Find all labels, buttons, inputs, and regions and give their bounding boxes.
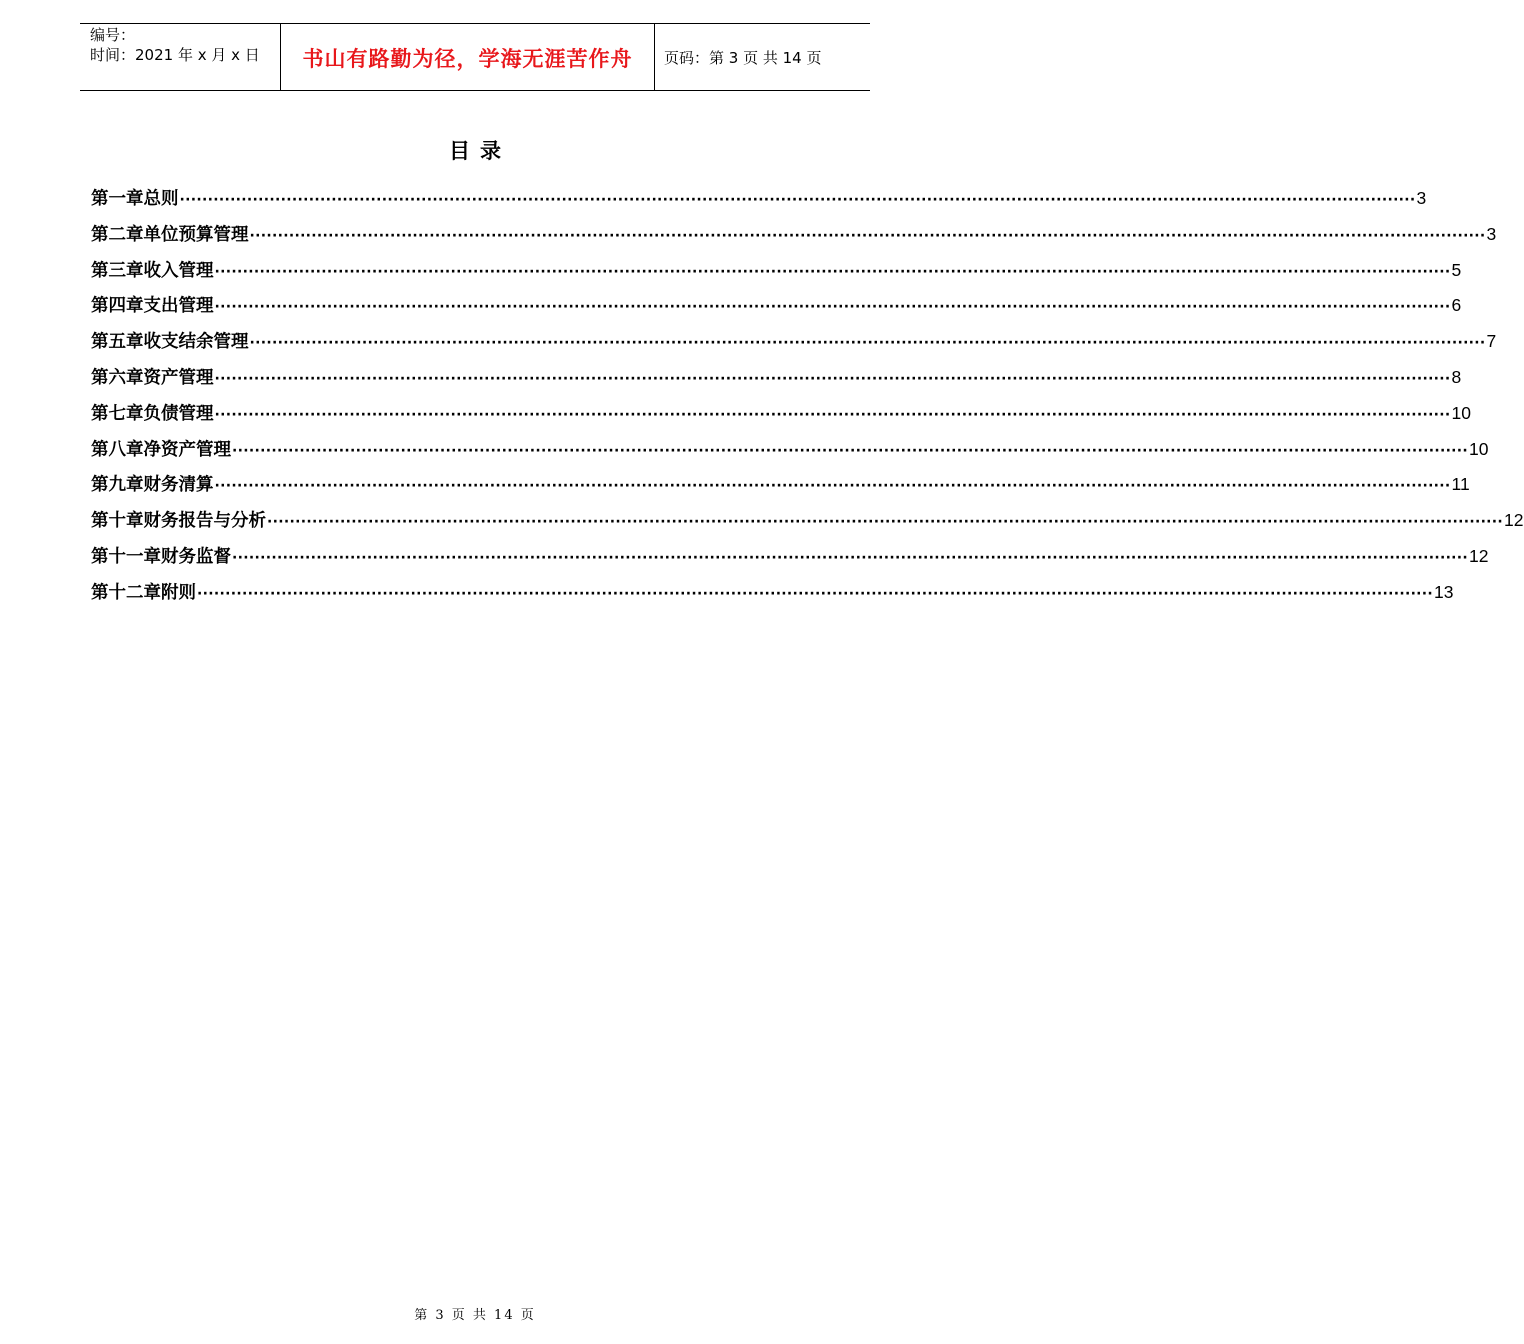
toc-chapter-number: 第十章 — [91, 511, 144, 532]
toc-entry[interactable] — [91, 579, 1454, 615]
toc-chapter-number: 第四章 — [91, 296, 144, 317]
toc-dot-leader: ···························································································································································································································· — [232, 442, 1469, 459]
toc-chapter-number: 第三章 — [91, 260, 144, 281]
header-page-number: 页码：第 3 页 共 14 页 — [664, 49, 822, 67]
toc-dot-leader: ···························································································································································································································· — [232, 549, 1469, 566]
toc-page-number: 13 — [1434, 581, 1454, 602]
motto-text: 书山有路勤为径，学海无涯苦作舟 — [302, 47, 633, 71]
toc-page-number: 8 — [1451, 366, 1462, 387]
toc-chapter-number: 第五章 — [91, 332, 144, 353]
toc-page-number: 5 — [1451, 259, 1462, 280]
toc-chapter-title: 负债管理 — [143, 403, 214, 424]
toc-chapter-number: 第七章 — [91, 403, 144, 424]
toc-chapter-title: 财务报告与分析 — [143, 511, 266, 532]
toc-chapter-title: 净资产管理 — [143, 439, 231, 460]
toc-dot-leader: ···························································································································································································································· — [214, 478, 1451, 495]
toc-chapter-title: 附则 — [161, 582, 196, 603]
toc-chapter-number: 第八章 — [91, 439, 144, 460]
toc-chapter-number: 第六章 — [91, 367, 144, 388]
toc-dot-leader: ···························································································································································································································· — [214, 406, 1451, 423]
toc-chapter-title: 财务监督 — [161, 546, 231, 567]
toc-page-number: 11 — [1451, 474, 1470, 495]
toc-dot-leader: ···························································································································································································································· — [214, 370, 1451, 387]
toc-entry[interactable] — [91, 543, 1489, 579]
toc-entry[interactable] — [91, 400, 1472, 436]
toc-page-number: 3 — [1416, 188, 1427, 208]
toc-chapter-title: 财务清算 — [143, 475, 214, 496]
toc-entry[interactable] — [91, 292, 1462, 328]
toc-dot-leader: ···························································································································································································································· — [249, 335, 1486, 352]
toc-page-number: 3 — [1486, 223, 1497, 244]
toc-entry[interactable] — [91, 221, 1497, 257]
toc-entry[interactable] — [91, 328, 1497, 364]
toc-chapter-number: 第十一章 — [91, 546, 161, 567]
header-page-cell — [655, 24, 870, 90]
serial-number-label: 编号： — [90, 26, 136, 44]
toc-title: 目录 — [449, 139, 511, 163]
toc-page-number: 12 — [1504, 510, 1524, 531]
toc-chapter-title: 收支结余管理 — [143, 332, 249, 353]
toc-chapter-title: 总则 — [143, 189, 179, 209]
toc-chapter-number: 第十二章 — [91, 582, 161, 603]
toc-page-number: 10 — [1469, 438, 1489, 459]
toc-chapter-title: 单位预算管理 — [143, 224, 249, 245]
header-meta-cell — [80, 24, 281, 90]
toc-entry[interactable] — [91, 507, 1524, 543]
date-label: 时间：2021 年 x 月 x 日 — [90, 46, 260, 64]
toc-chapter-number: 第九章 — [91, 475, 144, 496]
toc-page-number: 6 — [1451, 295, 1462, 316]
toc-chapter-title: 资产管理 — [143, 367, 214, 388]
table-of-contents — [91, 185, 1524, 615]
toc-chapter-number: 第一章 — [91, 189, 144, 209]
toc-dot-leader: ···························································································································································································································· — [214, 299, 1451, 316]
page-header — [80, 23, 870, 91]
toc-chapter-number: 第二章 — [91, 224, 144, 245]
toc-dot-leader: ···························································································································································································································· — [214, 263, 1451, 280]
toc-entry[interactable] — [91, 185, 1427, 221]
toc-entry[interactable] — [91, 436, 1489, 472]
toc-entry[interactable] — [91, 364, 1462, 400]
toc-dot-leader: ···························································································································································································································· — [179, 192, 1416, 208]
toc-dot-leader: ···························································································································································································································· — [267, 514, 1504, 531]
page-footer: 第 3 页 共 14 页 — [414, 1308, 536, 1323]
toc-page-number: 7 — [1486, 331, 1497, 352]
toc-dot-leader: ···························································································································································································································· — [249, 227, 1486, 244]
toc-page-number: 10 — [1451, 402, 1472, 423]
header-motto-cell — [281, 24, 655, 90]
toc-entry[interactable] — [91, 257, 1462, 293]
toc-dot-leader: ···························································································································································································································· — [197, 585, 1434, 602]
toc-chapter-title: 收入管理 — [143, 260, 214, 281]
toc-chapter-title: 支出管理 — [143, 296, 214, 317]
toc-entry[interactable] — [91, 471, 1470, 507]
toc-page-number: 12 — [1469, 545, 1489, 566]
